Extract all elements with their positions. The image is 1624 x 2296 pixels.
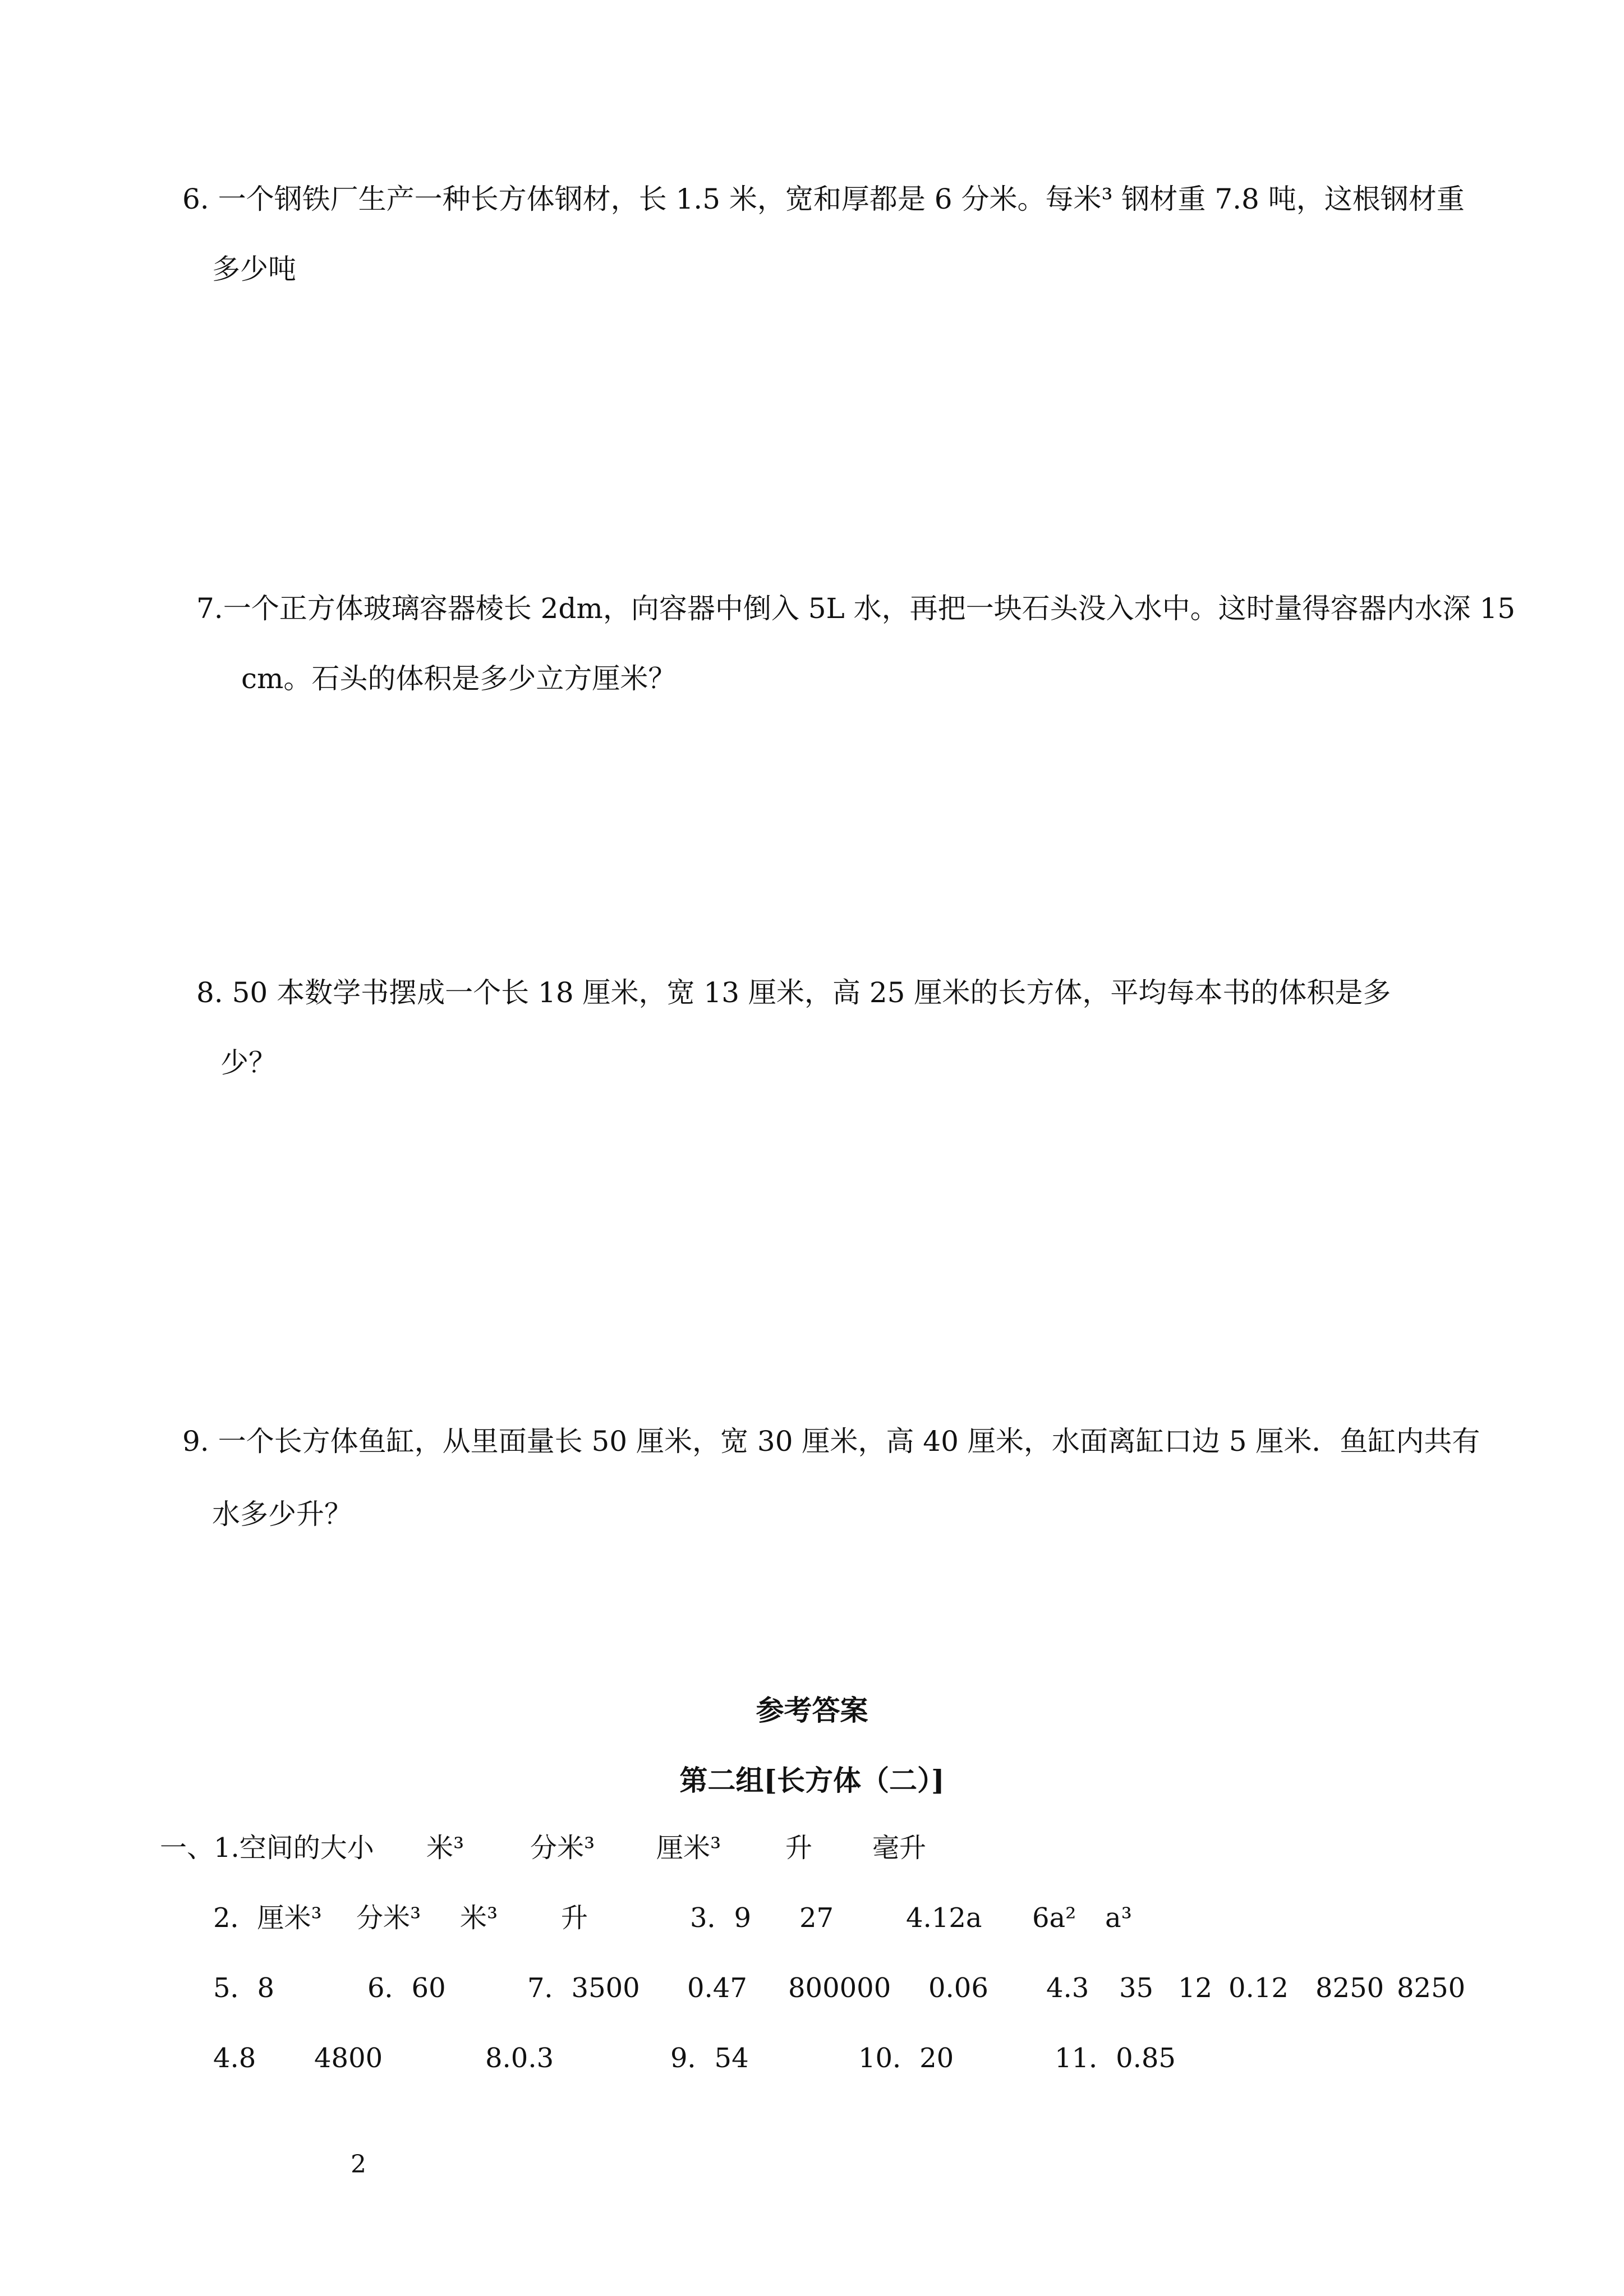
answers-subheading: 第二组[长方体（二）] — [679, 1764, 945, 1797]
answer-row-4 — [0, 2041, 1624, 2075]
answer-item: 10．20 — [858, 2043, 954, 2074]
answer-item: 6．60 — [367, 1972, 446, 2004]
question-8-line-1: 8. 50 本数学书摆成一个长 18 厘米，宽 13 厘米，高 25 厘米的长方体，平均每本书的体积是多 — [196, 976, 1391, 1009]
question-9-line-1: 9. 一个长方体鱼缸，从里面量长 50 厘米，宽 30 厘米，高 40 厘米，水面离缸口边 5 厘米．鱼缸内共有 — [182, 1425, 1480, 1458]
answer-item: 分米³ — [530, 1832, 595, 1864]
answer-item: 27 — [799, 1902, 834, 1934]
answer-item: 厘米³ — [656, 1832, 721, 1864]
answers-heading: 参考答案 — [756, 1694, 868, 1727]
question-7-line-2: cm。石头的体积是多少立方厘米？ — [241, 662, 677, 695]
answer-item: 3．9 — [690, 1902, 752, 1934]
question-6-line-2: 多少吨 — [212, 253, 296, 285]
answer-item: 4.8 — [213, 2043, 256, 2074]
answer-item: 8250 — [1315, 1972, 1384, 2004]
answer-item: 分米³ — [356, 1902, 421, 1934]
answer-item: 米³ — [426, 1832, 464, 1864]
answer-row-2 — [0, 1901, 1624, 1935]
question-7-line-1: 7.一个正方体玻璃容器棱长 2dm，向容器中倒入 5L 水，再把一块石头没入水中。这时量得容器内水深 15 — [196, 592, 1516, 625]
question-9-line-2: 水多少升？ — [212, 1498, 352, 1530]
answer-item: 升 — [785, 1832, 813, 1864]
answer-row-3 — [0, 1971, 1624, 2005]
answer-item: 一、1.空间的大小 — [160, 1832, 374, 1864]
answer-item: 米³ — [460, 1902, 498, 1934]
answer-item: 升 — [561, 1902, 588, 1934]
answer-item: 6a² — [1032, 1902, 1076, 1934]
answer-item: 0.47 — [687, 1972, 747, 2004]
answer-item: 8.0.3 — [485, 2043, 554, 2074]
answer-item: 2．厘米³ — [213, 1902, 322, 1934]
answer-item: 5．8 — [213, 1972, 275, 2004]
answer-item: 800000 — [788, 1972, 891, 2004]
answer-item: 0.12 — [1229, 1972, 1289, 2004]
question-6-line-1: 6. 一个钢铁厂生产一种长方体钢材，长 1.5 米，宽和厚都是 6 分米。每米³ 钢材重 7.8 吨，这根钢材重 — [182, 183, 1465, 215]
page-number: 2 — [351, 2150, 366, 2179]
answer-item: 4800 — [314, 2043, 383, 2074]
answer-item: 9．54 — [670, 2043, 749, 2074]
answer-item: 35 — [1119, 1972, 1154, 2004]
answer-item: 7．3500 — [527, 1972, 640, 2004]
answer-item: 4.3 — [1046, 1972, 1089, 2004]
answer-item: 毫升 — [872, 1832, 927, 1864]
answer-item: 4.12a — [906, 1902, 982, 1934]
answer-item: 12 — [1178, 1972, 1213, 2004]
question-8-line-2: 少？ — [220, 1046, 277, 1079]
answer-item: 11．0.85 — [1055, 2043, 1176, 2074]
answer-item: 0.06 — [928, 1972, 988, 2004]
answer-item: 8250 — [1397, 1972, 1466, 2004]
answer-row-1 — [0, 1831, 1624, 1865]
answer-item: a³ — [1105, 1902, 1132, 1934]
